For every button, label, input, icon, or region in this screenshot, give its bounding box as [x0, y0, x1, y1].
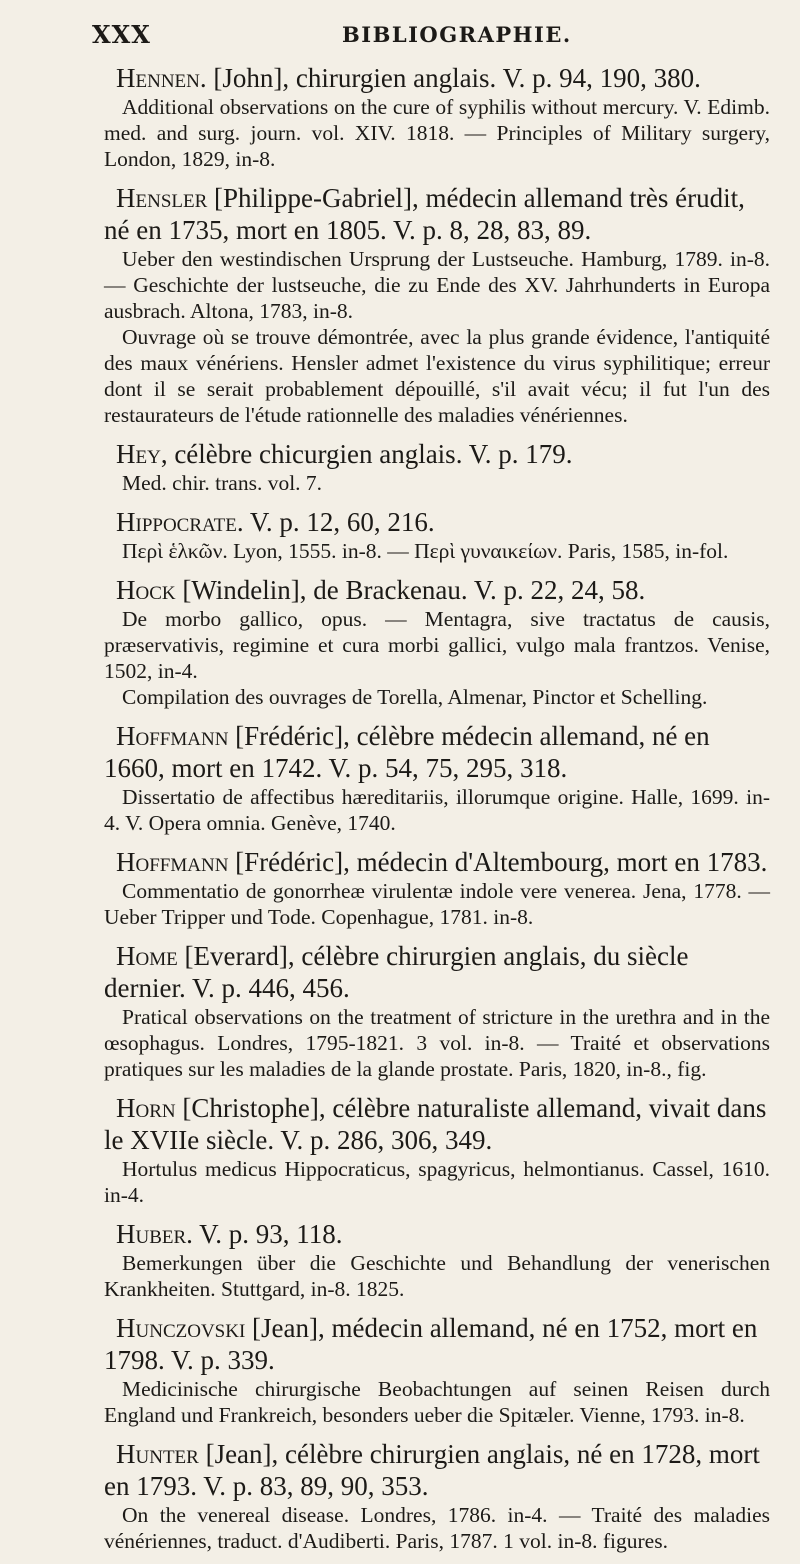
bibliography-entry	[104, 438, 770, 496]
entry-works: Additional observations on the cure of syphilis without mercury. V. Edimb. med. and surg. journ. vol. XIV. 1818. — Principles of Military surgery, London, 1829, in-8.	[104, 95, 770, 171]
page-header	[92, 14, 760, 54]
author-name: Huber.	[116, 1219, 193, 1249]
bibliography-entry	[104, 720, 770, 836]
author-name: Hunter	[116, 1439, 199, 1469]
bibliography-entry	[104, 182, 770, 428]
entry-works: Περὶ ἑλκῶν. Lyon, 1555. in-8. — Περὶ γυναικείων. Paris, 1585, in-fol.	[122, 539, 729, 563]
entry-heading	[104, 438, 770, 470]
author-info: [Frédéric], célèbre médecin allemand, né en 1660, mort en 1742. V. p. 54, 75, 295, 318.	[104, 721, 710, 783]
page-number: XXX	[92, 20, 151, 49]
entry-heading	[104, 506, 770, 538]
entry-note: Ouvrage où se trouve démontrée, avec la plus grande évidence, l'antiquité des maux vénériens. Hensler admet l'existence du virus syphilitique; erreur dont il se serait probablement dépouillé, s'il avait vécu; il fut l'un des restaurateurs de l'étude rationnelle des maladies vénériennes.	[104, 325, 770, 427]
entry-heading	[104, 720, 770, 784]
entry-heading	[104, 182, 770, 246]
bibliography-entry	[104, 574, 770, 710]
entry-heading	[104, 1218, 770, 1250]
entry-heading	[104, 940, 770, 1004]
author-name: Hippocrate.	[116, 507, 244, 537]
author-name: Hoffmann	[116, 847, 229, 877]
author-name: Hennen.	[116, 63, 207, 93]
author-info: [Christophe], célèbre naturaliste allemand, vivait dans le XVIIe siècle. V. p. 286, 306, 349.	[104, 1093, 767, 1155]
entry-works: De morbo gallico, opus. — Mentagra, sive tractatus de causis, præservativis, regimine et cura morbi gallici, vulgo mala frantzos. Venise, 1502, in-4.	[104, 607, 770, 683]
entry-works: Medicinische chirurgische Beobachtungen auf seinen Reisen durch England und Frankreich, besonders ueber die Spitæler. Vienne, 1793. in-8.	[104, 1377, 770, 1427]
author-info: [Windelin], de Brackenau. V. p. 22, 24, 58.	[175, 575, 646, 605]
bibliography-entry	[104, 1218, 770, 1302]
author-name: Hoffmann	[116, 721, 229, 751]
author-info: [Philippe-Gabriel], médecin allemand très érudit, né en 1735, mort en 1805. V. p. 8, 28, 83, 89.	[104, 183, 745, 245]
entry-works: Commentatio de gonorrheæ virulentæ indole vere venerea. Jena, 1778. — Ueber Tripper und Tode. Copenhague, 1781. in-8.	[104, 879, 770, 929]
bibliography-entry	[104, 62, 770, 172]
author-info: [Jean], célèbre chirurgien anglais, né en 1728, mort en 1793. V. p. 83, 89, 90, 353.	[104, 1439, 760, 1501]
author-name: Horn	[116, 1093, 176, 1123]
entry-works: Dissertatio de affectibus hæreditariis, illorumque origine. Halle, 1699. in-4. V. Opera omnia. Genève, 1740.	[104, 785, 770, 835]
author-name: Hock	[116, 575, 176, 605]
bibliography-entry	[104, 1438, 770, 1554]
entry-works: Bemerkungen über die Geschichte und Behandlung der venerischen Krankheiten. Stuttgard, in-8. 1825.	[104, 1251, 770, 1301]
bibliography-entry	[104, 506, 770, 564]
entry-works: Ueber den westindischen Ursprung der Lustseuche. Hamburg, 1789. in-8. — Geschichte der lustseuche, die zu Ende des XV. Jahrhunderts in Europa ausbrach. Altona, 1783, in-8.	[104, 247, 770, 323]
entry-heading	[104, 846, 770, 878]
author-info: [John], chirurgien anglais. V. p. 94, 190, 380.	[206, 63, 701, 93]
entry-works: Hortulus medicus Hippocraticus, spagyricus, helmontianus. Cassel, 1610. in-4.	[104, 1157, 770, 1207]
bibliography-entry	[104, 1092, 770, 1208]
entry-works: Pratical observations on the treatment of stricture in the urethra and in the œsophagus. Londres, 1795-1821. 3 vol. in-8. — Traité et observations pratiques sur les maladies de la glande prostate. Paris, 1820, in-8., fig.	[104, 1005, 770, 1081]
bibliography-entry	[104, 846, 770, 930]
author-info: [Jean], médecin allemand, né en 1752, mort en 1798. V. p. 339.	[104, 1313, 758, 1375]
bibliography-entry	[104, 1312, 770, 1428]
author-name: Hunczovski	[116, 1313, 246, 1343]
running-title: BIBLIOGRAPHIE.	[342, 22, 572, 47]
author-name: Hensler	[116, 183, 208, 213]
entry-heading	[104, 1092, 770, 1156]
author-info: [Everard], célèbre chirurgien anglais, du siècle dernier. V. p. 446, 456.	[104, 941, 689, 1003]
entry-works: Med. chir. trans. vol. 7.	[122, 471, 323, 495]
bibliography-entry	[104, 940, 770, 1082]
author-info: V. p. 12, 60, 216.	[243, 507, 435, 537]
bibliography-list	[104, 62, 770, 1564]
author-info: V. p. 93, 118.	[192, 1219, 343, 1249]
author-info: , célèbre chicurgien anglais. V. p. 179.	[160, 439, 573, 469]
author-info: [Frédéric], médecin d'Altembourg, mort en 1783.	[228, 847, 768, 877]
author-name: Hey	[116, 439, 161, 469]
entry-heading	[104, 62, 770, 94]
entry-note: Compilation des ouvrages de Torella, Almenar, Pinctor et Schelling.	[122, 685, 708, 709]
entry-heading	[104, 574, 770, 606]
entry-works: On the venereal disease. Londres, 1786. in-4. — Traité des maladies vénériennes, traduct. d'Audiberti. Paris, 1787. 1 vol. in-8. figures.	[104, 1503, 770, 1553]
author-name: Home	[116, 941, 178, 971]
entry-heading	[104, 1438, 770, 1502]
entry-heading	[104, 1312, 770, 1376]
